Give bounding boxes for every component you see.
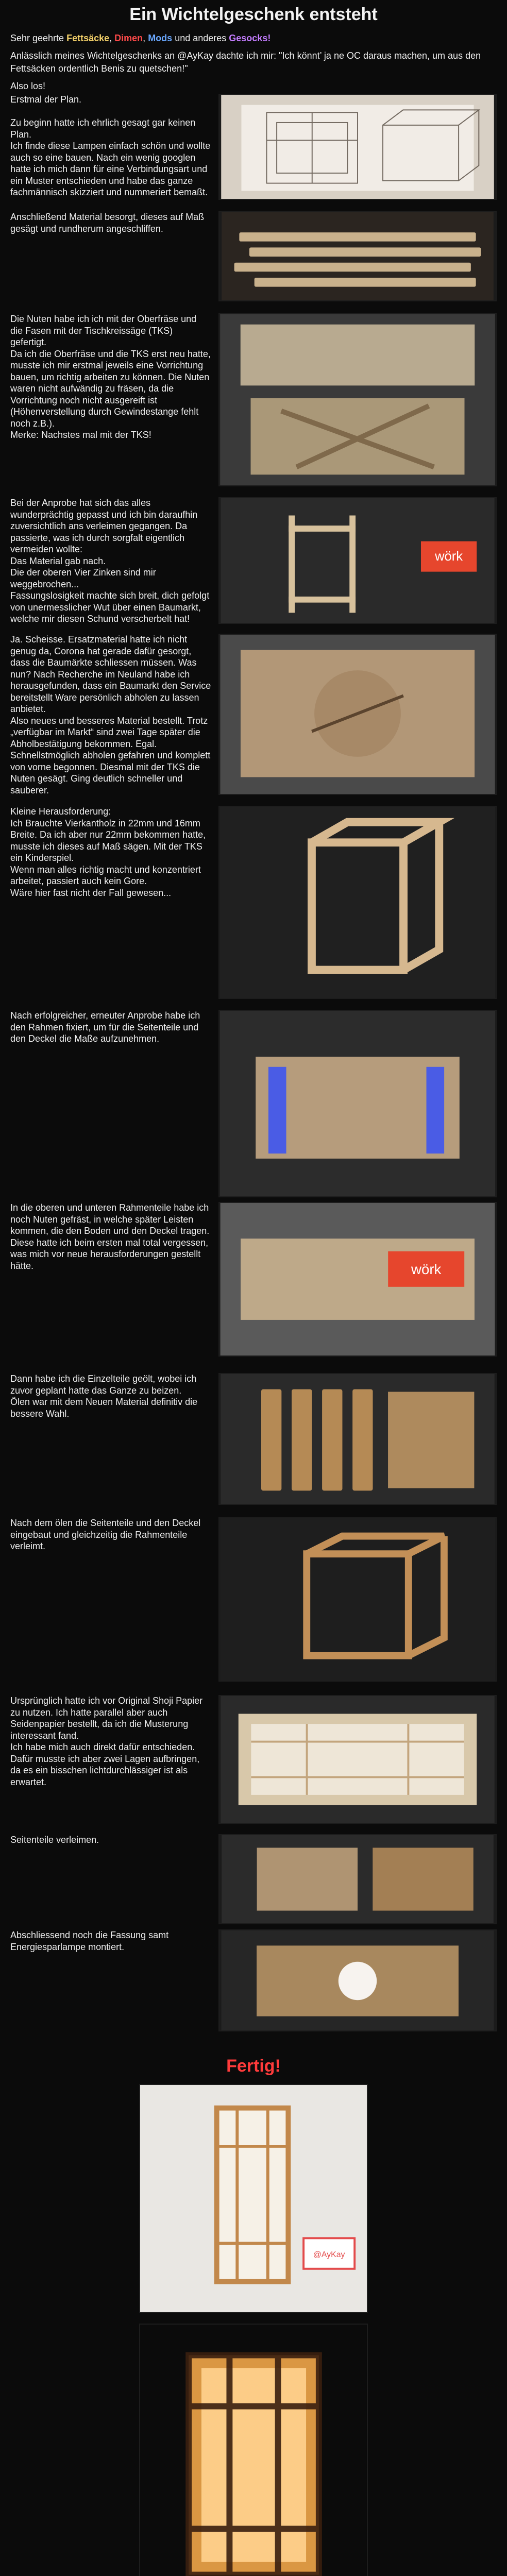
final-lamp-photo-2 [140, 2325, 367, 2576]
fit-photo [219, 498, 496, 623]
section-fixieren [10, 1010, 497, 1197]
section-text: Ursprünglich hatte ich vor Original Shoji Papier zu nutzen. Ich hatte parallel aber auch Seidenpapier bestellt, da ich die Musterung interessant fand. Ich habe mich auch direkt dafür entschieden. Dafür musste ich aber zwei Lagen aufbringen, da es ein bisschen lichtdurchlässiger ist als erwartet. [10, 1696, 203, 1787]
jig-photo [219, 314, 496, 485]
section-text: Anschließend Material besorgt, dieses auf Maß gesägt und rundherum angeschliffen. [10, 212, 207, 234]
section-image-frame [218, 806, 497, 999]
splinter-photo [219, 635, 496, 794]
section-image-grooves [218, 1202, 497, 1357]
section-text: Nach dem ölen die Seitenteile und den Deckel eingebaut und gleichzeitig die Rahmenteile verleimt. [10, 1518, 204, 1551]
glue-photo [219, 1835, 496, 1923]
section-image-clamps [218, 1010, 497, 1197]
section-image-socket [218, 1929, 497, 2031]
intro-dimen: Dimen [114, 33, 143, 43]
paper-photo [219, 1696, 496, 1823]
intro-line-3: Also los! [10, 80, 46, 91]
grooves-photo [219, 1203, 496, 1355]
section-leisten [10, 1202, 497, 1357]
section-image-oiled [218, 1373, 497, 1505]
section-text: Bei der Anprobe hat sich das alles wunderprächtig gepasst und ich bin daraufhin zuversichtlich ans verleimen gegangen. Da passierte, was ich durch sorgfalt eigentlich vermeiden wollte: Das Material gab nach. Die der oberen Vier Zinken sind mir weggebrochen... Fassungslosigkeit machte sich breit, dich gefolgt von unermesslicher Wut über einen Baumarkt, welche mir diesen Schund verscherbelt hat! [10, 498, 210, 624]
section-image-glue [218, 1834, 497, 1924]
intro-sep-1: , [109, 33, 115, 43]
intro-fettsaecke: Fettsäcke [66, 33, 110, 43]
section-text: Nach erfolgreicher, erneuter Anprobe habe ich den Rahmen fixiert, um für die Seitenteile und den Deckel die Maße aufzunehmen. [10, 1010, 203, 1044]
intro-mods: Mods [148, 33, 173, 43]
section-image-splinter [218, 634, 497, 795]
final-heading: Fertig! [226, 2056, 281, 2076]
section-image-assembled [218, 1517, 497, 1682]
frame-photo [219, 807, 496, 998]
section-nuten [10, 313, 497, 486]
ekay-tag: @AyKay [313, 2250, 345, 2259]
section-text: Kleine Herausforderung: Ich Brauchte Vierkantholz in 22mm und 16mm Breite. Da ich aber nur 22mm bekommen hatte, musste ich dieses auf Maß sägen. Mit der TKS ein Kinderspiel. Wenn man alles richtig macht und konzentriert arbeitet, passiert auch kein Gore. Wäre hier fast nicht der Fall gewesen... [10, 806, 206, 898]
oiled-photo [219, 1374, 496, 1504]
socket-photo [219, 1930, 496, 2030]
section-image-material [218, 211, 497, 301]
intro-sep-3: und anderes [172, 33, 229, 43]
intro-greeting: Sehr geehrte [10, 33, 67, 43]
work-logo: wörk [435, 549, 463, 564]
intro-gesocks: Gesocks! [229, 33, 271, 43]
section-text: In die oberen und unteren Rahmenteile habe ich noch Nuten gefräst, in welche später Leisten kommen, die den Boden und den Deckel tragen. Diese hatte ich beim ersten mal total vergessen, was mich vor neue herausforderungen gestellt hätte. [10, 1202, 212, 1271]
section-text: Seitenteile verleimen. [10, 1835, 99, 1845]
clamps-photo [219, 1011, 496, 1196]
section-image-sketch [218, 94, 497, 200]
final-lamp-photo-1 [140, 2085, 367, 2312]
section-oelen [10, 1373, 497, 1505]
section-ersatz [10, 634, 497, 795]
assembled-photo [219, 1518, 496, 1681]
material-photo [219, 212, 496, 300]
section-papier [10, 1695, 497, 1824]
page-title: Ein Wichtelgeschenk entsteht [129, 5, 378, 24]
section-image-paper [218, 1695, 497, 1824]
section-text: Erstmal der Plan. Zu beginn hatte ich ehrlich gesagt gar keinen Plan. Ich finde diese Lampen einfach schön und wollte auch so eine bauen. Nach ein wenig googlen hatte ich mich dann für eine Verbindungsart und ein Muster entschieden und habe das ganze fachmännisch skizziert und nummeriert bemaßt. [10, 94, 211, 197]
sketch-illustration [219, 95, 496, 199]
section-verleimen [10, 1834, 497, 1924]
intro [10, 32, 497, 92]
section-text: Die Nuten habe ich ich mit der Oberfräse und die Fasen mit der Tischkreissäge (TKS) gefertigt. Da ich die Oberfräse und die TKS erst neu hatte, musste ich mir erstmal jeweils eine Vorrichtung bauen, um richtig arbeiten zu können. Die Nuten waren nicht aufwändig zu fräsen, da die Vorrichtung noch nicht ausgereift ist (Höhenverstellung durch Gewindestange fehlt noch z.B.). Merke: Nachstes mal mit der TKS! [10, 314, 211, 440]
section-plan [10, 94, 497, 200]
final-image-2 [139, 2324, 368, 2576]
section-text: Ja. Scheisse. Ersatzmaterial hatte ich nicht genug da, Corona hat gerade dafür gesorgt, dass die Baumärkte schliessen müssen. Was nun? Nach Recherche im Neuland habe ich herausgefunden, dass ein Baumarkt den Service bereitstellt Ware persönlich abholen zu lassen anbietet. Also neues und besseres Material bestellt. Trotz „verfügbar im Markt“ sind zwei Tage später die Abholbestätigung bekommen. Egal. Schnellstmöglich abholen gefahren und komplett von vorne begonnen. Diesmal mit der TKS die Nuten gesägt. Ging deutlich schneller und sauberer. [10, 634, 211, 795]
section-anprobe [10, 497, 497, 624]
section-herausforderung [10, 806, 497, 999]
section-fassung [10, 1929, 497, 2031]
intro-line-2: Anlässlich meines Wichtelgeschenks an @AyKay dachte ich mir: "Ich könnt’ ja ne OC daraus machen, um aus den Fettsäcken ordentlich Benis zu quetschen!" [10, 50, 481, 74]
final-image-1 [139, 2084, 368, 2313]
work-logo-2: wörk [411, 1261, 442, 1278]
intro-sep-2: , [143, 33, 148, 43]
section-text: Dann habe ich die Einzelteile geölt, wobei ich zuvor geplant hatte das Ganze zu beizen. Ölen war mit dem Neuen Material definitiv die bessere Wahl. [10, 1374, 198, 1419]
intro-line-1 [10, 32, 497, 44]
section-einbau [10, 1517, 497, 1682]
section-material [10, 211, 497, 301]
section-image-fit [218, 497, 497, 624]
section-image-jig [218, 313, 497, 486]
section-text: Abschliessend noch die Fassung samt Energiesparlampe montiert. [10, 1930, 172, 1952]
